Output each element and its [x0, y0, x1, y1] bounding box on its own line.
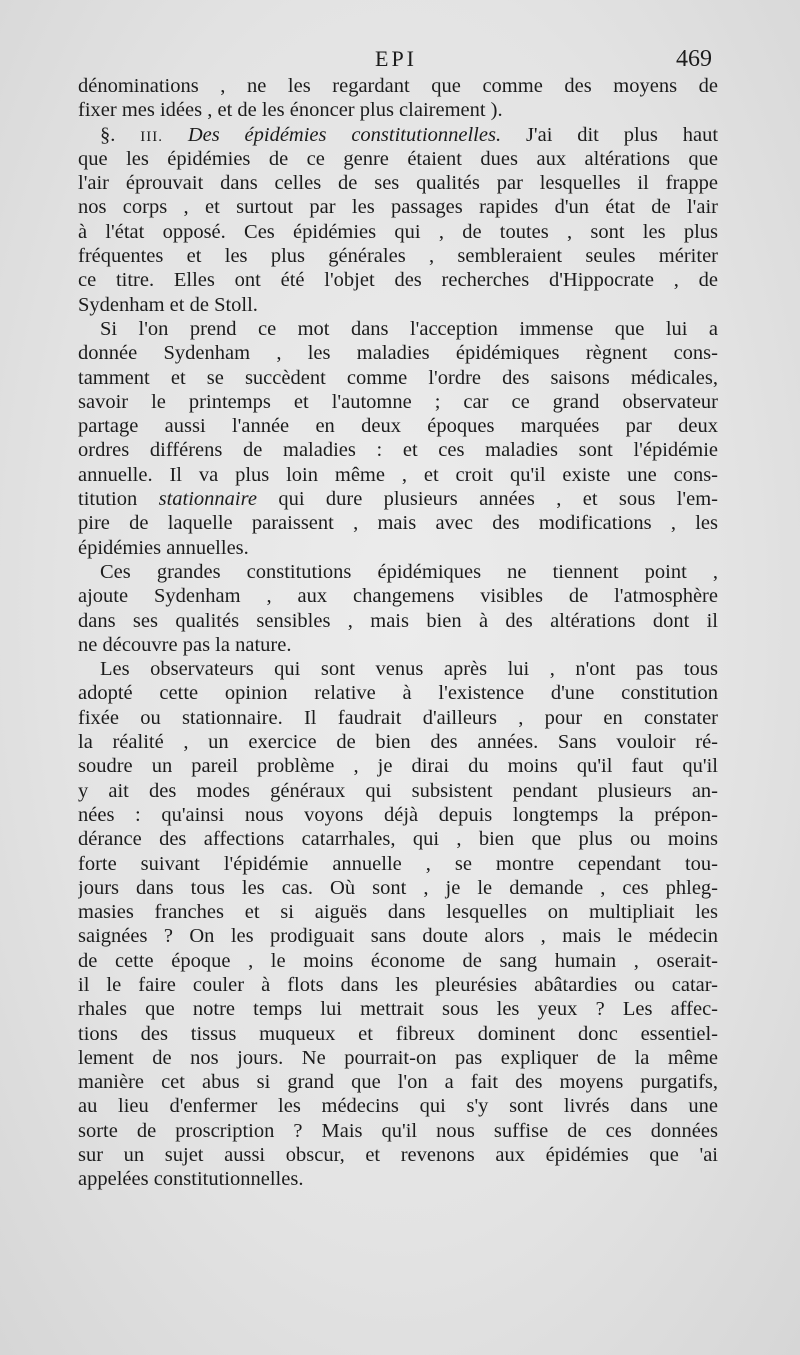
section-heading: [78, 123, 718, 147]
text-line: adopté cette opinion relative à l'existence d'une constitution: [78, 682, 718, 705]
text-line: que les épidémies de ce genre étaient dues aux altérations que: [78, 147, 718, 170]
text-line: partage aussi l'année en deux époques marquées par deux: [78, 415, 718, 438]
text-line: tamment et se succèdent comme l'ordre des saisons médicales,: [78, 366, 718, 389]
text-line: pire de laquelle paraissent , mais avec des modifications , les: [78, 512, 718, 535]
text-line: soudre un pareil problème , je dirai du moins qu'il faut qu'il: [78, 755, 718, 778]
text-line: ordres différens de maladies : et ces maladies sont l'épidémie: [78, 439, 718, 462]
text-line: nos corps , et surtout par les passages rapides d'un état de l'air: [78, 196, 718, 219]
text-line: Ces grandes constitutions épidémiques ne tiennent point ,: [100, 560, 718, 583]
text-line: Sydenham et de Stoll.: [78, 293, 258, 316]
text-line: Si l'on prend ce mot dans l'acception immense que lui a: [100, 317, 718, 340]
section-number: III.: [140, 128, 163, 145]
text-line: tions des tissus muqueux et fibreux dominent donc essentiel-: [78, 1022, 718, 1045]
text-line: dans ses qualités sensibles , mais bien à des altérations dont il: [78, 609, 718, 632]
italic-term: stationnaire: [158, 488, 257, 511]
text-line: au lieu d'enfermer les médecins qui s'y sont livrés dans une: [78, 1095, 718, 1118]
text-line: l'air éprouvait dans celles de ses qualités par lesquelles il frappe: [78, 172, 718, 195]
text-line: donnée Sydenham , les maladies épidémiques règnent cons-: [78, 342, 718, 365]
text-line: à l'état opposé. Ces épidémies qui , de toutes , sont les plus: [78, 220, 718, 243]
text-line: fixer mes idées , et de les énoncer plus clairement ).: [78, 99, 503, 122]
text-line: de cette époque , le moins économe de sang humain , oserait-: [78, 949, 718, 972]
text-line: saignées ? On les prodiguait sans doute alors , mais le médecin: [78, 925, 718, 948]
text-line: nées : qu'ainsi nous voyons déjà depuis longtemps la prépon-: [78, 803, 718, 826]
text-line: lement de nos jours. Ne pourrait-on pas expliquer de la même: [78, 1046, 718, 1069]
text-line: la réalité , un exercice de bien des années. Sans vouloir ré-: [78, 731, 718, 754]
text-line: fixée ou stationnaire. Il faudrait d'ailleurs , pour en constater: [78, 706, 718, 729]
text-line: dénominations , ne les regardant que comme des moyens de: [78, 75, 718, 97]
text-line: sorte de proscription ? Mais qu'il nous suffise de ces données: [78, 1119, 718, 1142]
text-line: fréquentes et les plus générales , sembleraient seules mériter: [78, 245, 718, 268]
text-line: ajoute Sydenham , aux changemens visibles de l'atmosphère: [78, 585, 718, 608]
text-line: [78, 487, 718, 511]
text-segment: titution: [78, 488, 138, 511]
text-line: Les observateurs qui sont venus après lui , n'ont pas tous: [100, 658, 718, 681]
page-header: [80, 46, 712, 76]
text-line: appelées constitutionnelles.: [78, 1168, 304, 1191]
text-line: savoir le printemps et l'automne ; car ce grand observateur: [78, 390, 718, 413]
text-line: ne découvre pas la nature.: [78, 633, 292, 656]
text-segment: qui dure plusieurs années , et sous l'em-: [278, 488, 718, 511]
text-line: il le faire couler à flots dans les pleurésies abâtardies ou catar-: [78, 973, 718, 996]
text-line: masies franches et si aiguës dans lesquelles on multipliait les: [78, 901, 718, 924]
text-line: ce titre. Elles ont été l'objet des recherches d'Hippocrate , de: [78, 269, 718, 292]
text-line: rhales que notre temps lui mettrait sous les yeux ? Les affec-: [78, 998, 718, 1021]
text-line: jours dans tous les cas. Où sont , je le demande , ces phleg-: [78, 876, 718, 899]
text-line: forte suivant l'épidémie annuelle , se montre cependant tou-: [78, 852, 718, 875]
text-line: épidémies annuelles.: [78, 536, 249, 559]
section-mark: §.: [100, 123, 116, 146]
text-line: manière cet abus si grand que l'on a fait des moyens purgatifs,: [78, 1071, 718, 1094]
body-text: [78, 74, 718, 1192]
section-heading-rest: J'ai dit plus haut: [525, 123, 718, 146]
section-title: Des épidémies constitutionnelles.: [187, 123, 502, 146]
running-head: EPI: [375, 46, 417, 71]
text-line: annuelle. Il va plus loin même , et croit qu'il existe une cons-: [78, 463, 718, 486]
text-line: dérance des affections catarrhales, qui , bien que plus ou moins: [78, 828, 718, 851]
text-line: sur un sujet aussi obscur, et revenons aux épidémies que 'ai: [78, 1144, 718, 1167]
page-number: 469: [676, 46, 712, 72]
text-line: y ait des modes généraux qui subsistent pendant plusieurs an-: [78, 779, 718, 802]
